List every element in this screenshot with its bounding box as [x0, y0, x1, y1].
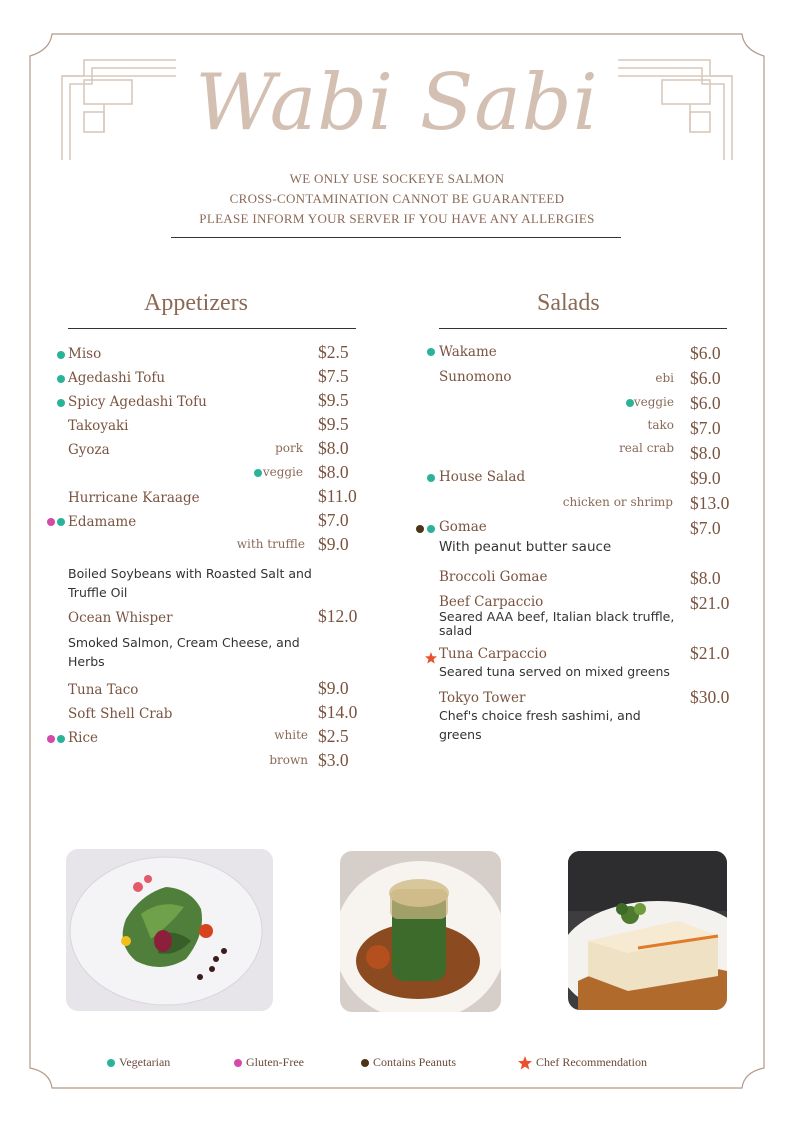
- vegetarian-icon: [57, 375, 65, 383]
- menu-item-price: $8.0: [690, 443, 721, 463]
- menu-item-name: Tokyo Tower: [439, 690, 526, 706]
- menu-item-description: Chef's choice fresh sashimi, and greens: [439, 708, 641, 742]
- menu-item-price: $7.0: [318, 510, 349, 530]
- chef-recommendation-icon: [425, 652, 437, 664]
- menu-item-price: $3.0: [318, 750, 349, 770]
- menu-item-price: $8.0: [690, 568, 721, 588]
- menu-item-price: $21.0: [690, 593, 730, 613]
- menu-item-name: Gyoza: [68, 442, 110, 458]
- menu-item-price: $8.0: [318, 438, 349, 458]
- spinach-tower-photo: [340, 851, 501, 1012]
- menu-item-name: Hurricane Karaage: [68, 490, 200, 506]
- menu-item-name: Tuna Carpaccio: [439, 646, 547, 662]
- menu-item-price: $12.0: [318, 606, 358, 626]
- section-rule: [439, 328, 727, 329]
- menu-item-description: Boiled Soybeans with Roasted Salt and Truffle Oil: [68, 566, 312, 600]
- menu-item-price: $2.5: [318, 342, 349, 362]
- menu-item-name: Edamame: [68, 514, 137, 530]
- menu-item-name: Miso: [68, 346, 102, 362]
- salad-photo: [66, 849, 273, 1011]
- gluten-free-icon: [234, 1059, 242, 1067]
- menu-item-description: With peanut butter sauce: [439, 539, 612, 555]
- vegetarian-icon: [57, 399, 65, 407]
- menu-item-variant: white: [274, 728, 308, 742]
- vegetarian-icon: [107, 1059, 115, 1067]
- peanut-icon: [361, 1059, 369, 1067]
- menu-item-price: $30.0: [690, 687, 730, 707]
- menu-item-name: Sunomono: [439, 369, 512, 385]
- notice-line: PLEASE INFORM YOUR SERVER IF YOU HAVE ANY ALLERGIES: [199, 211, 595, 226]
- menu-item-variant: tako: [647, 418, 674, 432]
- section-title-salads: Salads: [537, 290, 600, 316]
- section-title-appetizers: Appetizers: [144, 290, 248, 316]
- menu-item-variant: veggie: [262, 465, 303, 479]
- menu-item-price: $11.0: [318, 486, 357, 506]
- vegetarian-icon: [427, 474, 435, 482]
- menu-item-description: Seared AAA beef, Italian black truffle, salad: [439, 609, 675, 638]
- menu-item-price: $7.0: [690, 518, 721, 538]
- menu-item-price: $14.0: [318, 702, 358, 722]
- vegetarian-icon: [57, 351, 65, 359]
- legend-chef-recommendation: Chef Recommendation: [536, 1055, 647, 1069]
- gluten-free-icon: [47, 518, 55, 526]
- notice-line: WE ONLY USE SOCKEYE SALMON: [289, 171, 505, 186]
- menu-item-price: $9.0: [690, 468, 721, 488]
- menu-item-name: Soft Shell Crab: [68, 706, 173, 722]
- menu-item-description: Smoked Salmon, Cream Cheese, and Herbs: [68, 635, 300, 669]
- menu-item-price: $7.5: [318, 366, 349, 386]
- menu-item-price: $9.5: [318, 414, 349, 434]
- menu-item-variant: brown: [269, 753, 308, 767]
- brand-logo: Wabi Sabi: [195, 58, 599, 148]
- menu-item-price: $9.0: [318, 678, 349, 698]
- vegetarian-icon: [57, 735, 65, 743]
- menu-item-variant: ebi: [655, 371, 674, 385]
- menu-item-price: $6.0: [690, 368, 721, 388]
- menu-item-price: $9.0: [318, 534, 349, 554]
- legend-gluten-free: Gluten-Free: [246, 1055, 304, 1069]
- menu-item-name: Tuna Taco: [68, 682, 139, 698]
- menu-item-name: Beef Carpaccio: [439, 594, 544, 610]
- menu-item-variant: real crab: [619, 441, 674, 455]
- menu-item-price: $21.0: [690, 643, 730, 663]
- menu-item-price: $8.0: [318, 462, 349, 482]
- vegetarian-icon: [427, 525, 435, 533]
- menu-item-price: $6.0: [690, 393, 721, 413]
- menu-item-price: $9.5: [318, 390, 349, 410]
- legend-contains-peanuts: Contains Peanuts: [373, 1055, 456, 1069]
- peanut-icon: [416, 525, 424, 533]
- menu-item-price: $7.0: [690, 418, 721, 438]
- notice-line: CROSS-CONTAMINATION CANNOT BE GUARANTEED: [229, 191, 565, 206]
- menu-item-price: $2.5: [318, 726, 349, 746]
- gluten-free-icon: [47, 735, 55, 743]
- menu-item-variant: chicken or shrimp: [562, 495, 673, 509]
- menu-item-description: Seared tuna served on mixed greens: [439, 664, 670, 679]
- menu-item-name: Broccoli Gomae: [439, 569, 548, 585]
- vegetarian-icon: [427, 348, 435, 356]
- menu-item-variant: veggie: [633, 395, 674, 409]
- dessert-photo: [568, 851, 727, 1010]
- menu-item-name: Takoyaki: [68, 418, 129, 434]
- menu-item-name: Spicy Agedashi Tofu: [68, 394, 207, 410]
- menu-item-variant: pork: [275, 441, 303, 455]
- menu-item-name: Gomae: [439, 519, 487, 535]
- section-rule: [68, 328, 356, 329]
- menu-item-name: Wakame: [439, 344, 497, 360]
- menu-item-price: $6.0: [690, 343, 721, 363]
- menu-item-variant: with truffle: [236, 537, 305, 551]
- vegetarian-icon: [57, 518, 65, 526]
- vegetarian-icon: [254, 469, 262, 477]
- menu-item-name: House Salad: [439, 469, 526, 485]
- menu-item-price: $13.0: [690, 493, 730, 513]
- legend-vegetarian: Vegetarian: [119, 1055, 171, 1069]
- menu-item-name: Ocean Whisper: [68, 610, 173, 626]
- divider: [171, 237, 621, 238]
- menu-item-name: Rice: [68, 730, 99, 746]
- chef-recommendation-icon: [518, 1056, 532, 1070]
- menu-item-name: Agedashi Tofu: [68, 370, 166, 386]
- vegetarian-icon: [626, 399, 634, 407]
